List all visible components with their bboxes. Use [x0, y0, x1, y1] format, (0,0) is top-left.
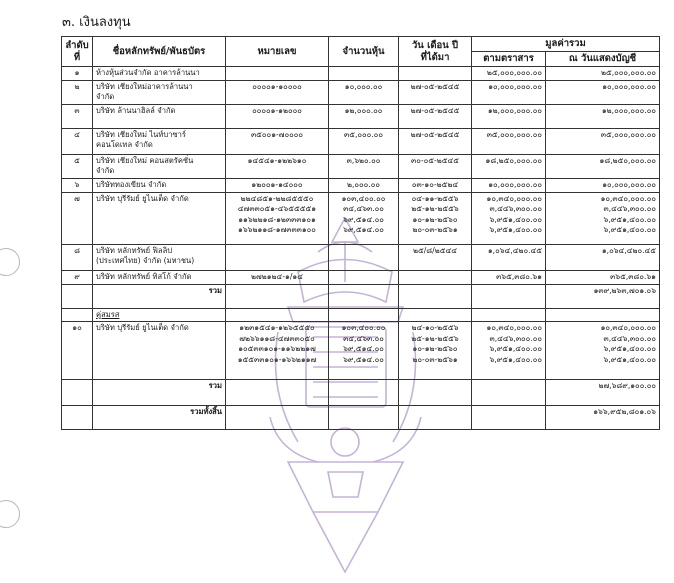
share-count-line: ๑๐๓,๔๐๐.๐๐: [341, 193, 386, 203]
empty-cell: [546, 308, 660, 322]
share-count-line: ๖๙,๕๑๔.๐๐: [343, 214, 384, 224]
share-count-line: ๒,๐๐๐.๐๐: [346, 179, 380, 189]
book-value: [546, 244, 660, 270]
security-name: [93, 178, 226, 192]
security-name-line: บริษัท ล้านนาฮิลล์ จำกัด: [96, 105, 176, 115]
certificate-number: [226, 178, 329, 192]
par-value: [472, 104, 546, 128]
acquired-date: [399, 80, 472, 104]
certificate-number-line: ๔๗๓๓๐๕๑-๔๖๕๕๕๕๑: [237, 204, 317, 213]
row-number: ๑: [62, 67, 93, 81]
security-name: [93, 270, 226, 284]
header-no: ลำดับ ที่: [62, 37, 93, 67]
security-name: [93, 80, 226, 104]
security-name-line: ห้างหุ้นส่วนจำกัด อาคารล้านนา: [96, 68, 200, 77]
row-number: ๒: [62, 80, 93, 104]
subtotal-row-label: รวม: [93, 284, 226, 308]
certificate-number: [226, 80, 329, 104]
table-row: [62, 270, 660, 284]
security-name-line: บริษัท หลักทรัพย์ ทิสโก้ จำกัด: [96, 271, 192, 281]
row-number: ๘: [62, 244, 93, 270]
header-number: หมายเลข: [226, 37, 329, 67]
certificate-number-line: ๗๒๖๖๑๑๘-๔๗๓๓๐๕๐: [239, 333, 315, 343]
book-value-line: ๓,๔๔๖,๓๐๐.๐๐: [603, 204, 657, 213]
book-value-line: ๖,๙๕๑,๔๐๐.๐๐: [603, 354, 657, 364]
subtotal-row-value: ๑๓๙,๒๖๓,๗๐๑.๐๖: [546, 284, 660, 308]
share-count-line: ๓๕,๐๐๐.๐๐: [344, 129, 383, 139]
share-count: [329, 270, 399, 284]
row-number: ๕: [62, 154, 93, 178]
book-value-line: ๖,๙๕๑,๔๐๐.๐๐: [603, 344, 657, 353]
share-count: [329, 80, 399, 104]
empty-cell: [329, 308, 399, 322]
book-value-line: ๓๖๕,๓๘๐.๖๑: [610, 271, 657, 281]
book-value-line: ๑๐,๓๔๐,๐๐๐.๐๐: [600, 323, 657, 332]
acquired-date-line: ๐๓-๑๐-๒๕๒๔: [411, 179, 459, 189]
acquired-date-line: ๒๐-๐๓-๒๕๖๑: [412, 225, 458, 234]
empty-cell: [226, 380, 329, 406]
acquired-date: [399, 178, 472, 192]
par-value-line: ๖,๙๕๑,๔๐๐.๐๐: [489, 354, 542, 364]
share-count: [329, 192, 399, 244]
security-name: [93, 322, 226, 380]
security-name: [93, 192, 226, 244]
spouse-section-title: คู่สมรส: [93, 308, 226, 322]
acquired-date-line: ๒๔-๑๐-๒๕๕๖: [411, 323, 459, 332]
security-name: [93, 154, 226, 178]
security-name: [93, 67, 226, 81]
acquired-date-line: ๒๕-๑๒-๒๕๕๖: [411, 204, 459, 213]
empty-cell: [399, 308, 472, 322]
par-value: [472, 178, 546, 192]
acquired-date: [399, 67, 472, 81]
book-value-line: ๑๐,๐๐๐,๐๐๐.๐๐: [602, 179, 657, 189]
certificate-number: [226, 154, 329, 178]
empty-cell: [399, 380, 472, 406]
certificate-number-line: ๓๕๐๐๑-๗๐๐๐๐: [250, 129, 304, 139]
row-number: ๑๐: [62, 322, 93, 380]
share-count: [329, 178, 399, 192]
acquired-date-line: ๒๕/๘/๒๕๔๔: [413, 245, 457, 255]
row-number: ๙: [62, 270, 93, 284]
acquired-date-line: ๐๔-๑๑-๒๕๕๖: [411, 193, 459, 203]
par-value-line: ๑๐,๓๔๐,๐๐๐.๐๐: [486, 193, 542, 203]
par-value-line: ๑,๐๖๔,๔๒๐.๔๕: [487, 245, 542, 255]
acquired-date-line: ๒๐-๐๓-๒๕๖๑: [412, 354, 458, 364]
par-value-line: ๑๐,๐๐๐,๐๐๐.๐๐: [488, 179, 542, 189]
book-value-line: ๑,๐๖๔,๔๒๐.๔๕: [601, 245, 657, 255]
security-name: [93, 244, 226, 270]
par-value: [472, 80, 546, 104]
acquired-date: [399, 154, 472, 178]
certificate-number-line: ๑๐๕๓๓๑๐๑-๑๑๖๒๒๑๗: [238, 344, 316, 353]
par-value-line: ๓๕,๐๐๐,๐๐๐.๐๐: [486, 129, 542, 139]
share-count-line: ๓,๖๒๐.๐๐: [346, 155, 381, 165]
empty-cell: [472, 380, 546, 406]
certificate-number-line: ๒๒๔๘๕๑-๒๒๘๕๕๕๐: [240, 193, 314, 203]
header-book: ณ วันแสดงบัญชี: [546, 52, 660, 67]
header-shares: จำนวนหุ้น: [329, 37, 399, 67]
table-row: [62, 244, 660, 270]
par-value: [472, 192, 546, 244]
share-count: [329, 322, 399, 380]
header-name: ชื่อหลักทรัพย์/พันธบัตร: [93, 37, 226, 67]
book-value: [546, 322, 660, 380]
empty-cell: [62, 308, 93, 322]
par-value-line: ๖,๙๕๑,๔๐๐.๐๐: [489, 344, 542, 353]
security-name-line: คอนโดเทล จำกัด: [96, 140, 153, 149]
investment-table: [61, 36, 660, 430]
share-count-line: ๖๙,๕๑๔.๐๐: [343, 354, 384, 364]
acquired-date-line: ๒๗-๐๕-๒๕๔๕: [410, 129, 460, 139]
share-count-line: ๓๔,๔๖๓.๐๐: [343, 333, 384, 343]
security-name-line: บริษัท หลักทรัพย์ ฟิลลิป: [96, 245, 173, 255]
certificate-number-line: ๑๔๕๔๑-๑๒๒๖๑๐: [247, 155, 307, 165]
subtotal-row-2-value: ๒๗,๖๘๙,๑๐๐.๐๐: [546, 380, 660, 406]
certificate-number-line: ๐๐๐๐๑-๑๐๐๐๐: [252, 81, 302, 91]
book-value-line: ๒๕,๐๐๐,๐๐๐.๐๐: [600, 68, 657, 77]
book-value-line: ๖,๙๕๑,๔๐๐.๐๐: [603, 225, 657, 234]
empty-cell: [62, 284, 93, 308]
security-name-line: บริษัททองเขียน จำกัด: [96, 179, 167, 189]
empty-cell: [399, 406, 472, 430]
security-name: [93, 128, 226, 154]
security-name-line: (ประเทศไทย) จำกัด (มหาชน): [96, 256, 195, 265]
book-value: [546, 178, 660, 192]
certificate-number-line: ๑๖๖๒๑๑๘-๑๗๓๓๓๑๐๐: [238, 225, 316, 234]
acquired-date-line: ๒๕-๑๒-๒๕๕๖: [411, 333, 459, 343]
book-value-line: ๑๘,๒๕๐,๐๐๐.๐๐: [599, 155, 657, 165]
par-value: [472, 128, 546, 154]
book-value: [546, 67, 660, 81]
empty-cell: [226, 308, 329, 322]
share-count-line: ๑๒,๐๐๐.๐๐: [344, 105, 383, 115]
par-value-line: ๓,๔๔๖,๓๐๐.๐๐: [489, 333, 542, 343]
book-value: [546, 80, 660, 104]
book-value-line: ๑๒,๐๐๐,๐๐๐.๐๐: [601, 105, 657, 115]
book-value: [546, 192, 660, 244]
empty-cell: [472, 308, 546, 322]
par-value-line: ๒๕,๐๐๐,๐๐๐.๐๐: [486, 68, 542, 77]
acquired-date: [399, 244, 472, 270]
book-value: [546, 104, 660, 128]
empty-cell: [226, 406, 329, 430]
share-count-line: ๖๙,๕๑๔.๐๐: [343, 225, 384, 234]
certificate-number: [226, 67, 329, 81]
acquired-date: [399, 192, 472, 244]
par-value-line: ๑๒,๐๐๐,๐๐๐.๐๐: [487, 105, 542, 115]
row-number: ๖: [62, 178, 93, 192]
section-row: [62, 308, 660, 322]
par-value-line: ๓,๔๔๖,๓๐๐.๐๐: [489, 204, 542, 213]
security-name-line: บริษัท บุรีรัมย์ ยูไนเต็ด จำกัด: [96, 323, 189, 332]
acquired-date-line: ๒๗-๐๕-๒๕๔๕: [410, 81, 460, 91]
book-value-line: ๑๐,๓๔๐,๐๐๐.๐๐: [600, 193, 657, 203]
empty-cell: [329, 406, 399, 430]
acquired-date: [399, 270, 472, 284]
share-count: [329, 67, 399, 81]
certificate-number-line: ๑๒๐๐๑-๑๔๐๐๐: [251, 179, 303, 189]
table-row: [62, 154, 660, 178]
share-count-line: ๖๙,๕๑๔.๐๐: [343, 344, 384, 353]
punch-hole-top: [0, 248, 20, 276]
book-value-line: ๑๐,๐๐๐,๐๐๐.๐๐: [602, 81, 657, 91]
security-name-line: บริษัท เชียงใหม่อาคารล้านนา: [96, 81, 193, 91]
subtotal-row: [62, 284, 660, 308]
certificate-number-line: ๑๒๓๑๕๔๑-๑๒๖๕๕๕๐: [239, 323, 315, 332]
empty-cell: [329, 284, 399, 308]
security-name: [93, 104, 226, 128]
security-name-line: จำกัด: [96, 92, 115, 101]
table-row: [62, 128, 660, 154]
security-name-line: บริษัท บุรีรัมย์ ยูไนเต็ด จำกัด: [96, 193, 189, 203]
empty-cell: [226, 284, 329, 308]
par-value: [472, 322, 546, 380]
share-count-line: ๓๔,๔๖๓.๐๐: [343, 204, 384, 213]
book-value-line: ๓๕,๐๐๐,๐๐๐.๐๐: [600, 129, 657, 139]
par-value-line: ๖,๙๕๑,๔๐๐.๐๐: [489, 214, 542, 224]
par-value: [472, 270, 546, 284]
security-name-line: บริษัท เชียงใหม่ คอนสตรัคชั่น: [96, 155, 194, 165]
table-row: [62, 80, 660, 104]
certificate-number: [226, 192, 329, 244]
book-value-line: ๓,๔๔๖,๓๐๐.๐๐: [603, 333, 657, 343]
subtotal-row-2: [62, 380, 660, 406]
par-value: [472, 67, 546, 81]
book-value: [546, 128, 660, 154]
table-row: [62, 104, 660, 128]
par-value-line: ๓๖๕,๓๘๐.๖๑: [496, 271, 542, 281]
book-value-line: ๖,๙๕๑,๔๐๐.๐๐: [603, 214, 657, 224]
header-par: ตามตราสาร: [472, 52, 546, 67]
header-date: วัน เดือน ปี ที่ได้มา: [399, 37, 472, 67]
certificate-number: [226, 322, 329, 380]
certificate-number-line: ๑๕๕๓๓๑๐๑-๑๖๖๒๑๑๗: [237, 354, 317, 364]
security-name-line: บริษัท เชียงใหม่ ไนท์บาซาร์: [96, 129, 186, 139]
share-count: [329, 244, 399, 270]
table-row: [62, 192, 660, 244]
empty-cell: [62, 406, 93, 430]
book-value: [546, 270, 660, 284]
par-value-line: ๑๘,๒๕๐,๐๐๐.๐๐: [485, 155, 542, 165]
acquired-date-line: ๓๐-๐๕-๒๕๔๕: [411, 155, 459, 165]
punch-hole-bottom: [0, 500, 20, 528]
row-number: ๓: [62, 104, 93, 128]
grand-total-row-value: ๑๖๖,๙๕๒,๘๐๑.๐๖: [546, 406, 660, 430]
acquired-date-line: ๑๐-๑๒-๒๕๖๐: [412, 344, 458, 353]
par-value-line: ๑๐,๐๐๐,๐๐๐.๐๐: [488, 81, 542, 91]
share-count-line: ๑๐,๐๐๐.๐๐: [344, 81, 383, 91]
certificate-number: [226, 128, 329, 154]
table-row: [62, 67, 660, 81]
certificate-number-line: ๒๗๒๑๒๔-๑/๑๔: [251, 271, 303, 281]
grand-total-row: [62, 406, 660, 430]
certificate-number: [226, 104, 329, 128]
acquired-date-line: ๑๐-๑๒-๒๕๖๐: [412, 214, 458, 224]
empty-cell: [472, 406, 546, 430]
certificate-number: [226, 244, 329, 270]
par-value: [472, 244, 546, 270]
security-name-line: จำกัด: [96, 166, 115, 175]
subtotal-row-2-label: รวม: [93, 380, 226, 406]
certificate-number-line: ๑๑๖๒๒๑๘-๑๒๓๓๓๑๐๑: [238, 214, 316, 224]
table-row: [62, 322, 660, 380]
acquired-date: [399, 104, 472, 128]
acquired-date: [399, 322, 472, 380]
acquired-date-line: ๒๗-๐๕-๒๕๔๕: [410, 105, 460, 115]
row-number: ๔: [62, 128, 93, 154]
grand-total-row-label: รวมทั้งสิ้น: [93, 406, 226, 430]
certificate-number-line: ๐๐๐๐๑-๑๒๐๐๐: [252, 105, 302, 115]
header-value: มูลค่ารวม: [472, 37, 660, 52]
section-heading: ๓. เงินลงทุน: [62, 15, 131, 30]
book-value: [546, 154, 660, 178]
certificate-number: [226, 270, 329, 284]
empty-cell: [329, 380, 399, 406]
acquired-date: [399, 128, 472, 154]
empty-cell: [62, 380, 93, 406]
share-count: [329, 154, 399, 178]
empty-cell: [399, 284, 472, 308]
par-value: [472, 154, 546, 178]
par-value-line: ๖,๙๕๑,๔๐๐.๐๐: [489, 225, 542, 234]
share-count-line: ๑๐๓,๔๐๐.๐๐: [341, 323, 386, 332]
empty-cell: [472, 284, 546, 308]
share-count: [329, 128, 399, 154]
share-count: [329, 104, 399, 128]
row-number: ๗: [62, 192, 93, 244]
par-value-line: ๑๐,๓๔๐,๐๐๐.๐๐: [486, 323, 542, 332]
table-row: [62, 178, 660, 192]
